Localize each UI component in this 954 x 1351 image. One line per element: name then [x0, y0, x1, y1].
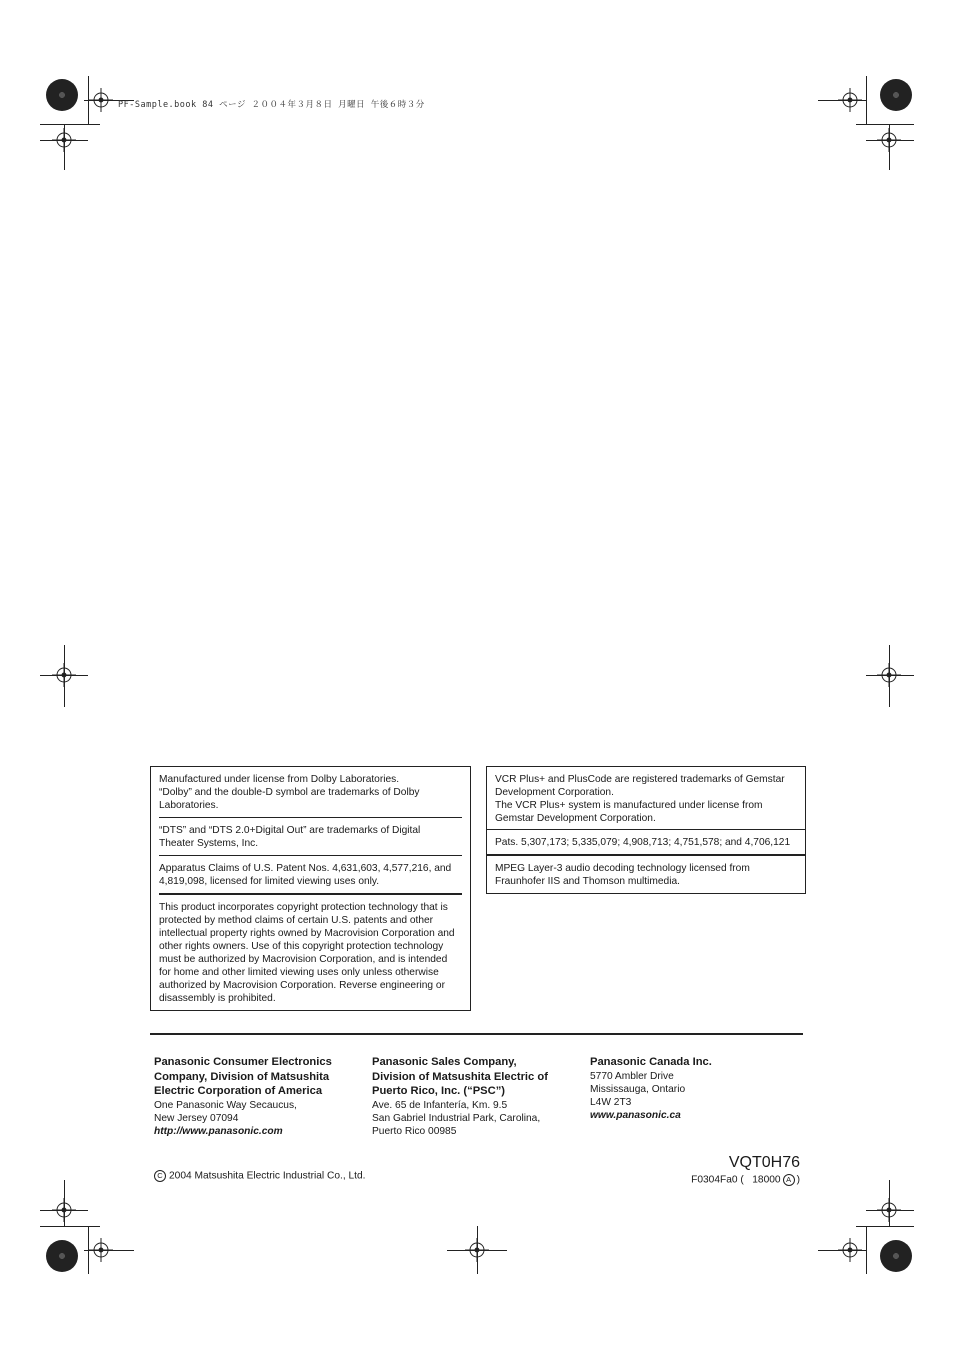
copyright-icon: C	[154, 1170, 166, 1182]
crop-line	[866, 1226, 867, 1274]
registration-rosette-icon	[880, 1240, 912, 1272]
registration-target-icon	[835, 1235, 865, 1265]
crop-line	[40, 1226, 100, 1227]
company-address: New Jersey 07094	[154, 1112, 239, 1124]
mpeg-line: Fraunhofer IIS and Thomson multimedia.	[495, 876, 680, 887]
registration-target-icon	[874, 1195, 904, 1225]
vcr-plus-line: Development Corporation.	[495, 787, 614, 798]
macrovision-line: for home and other limited viewing uses only unless otherwise	[159, 967, 439, 978]
registration-rosette-icon	[46, 79, 78, 111]
macrovision-line: must be authorized by Macrovision Corporation, and is intended	[159, 954, 448, 965]
print-code-suffix: )	[796, 1174, 800, 1186]
registration-target-icon	[49, 1195, 79, 1225]
circled-a-icon: A	[783, 1174, 795, 1186]
company-name: Puerto Rico, Inc. (“PSC”)	[372, 1085, 506, 1097]
macrovision-notice	[159, 893, 462, 1010]
registration-target-icon	[874, 125, 904, 155]
dts-line: Theater Systems, Inc.	[159, 838, 259, 849]
dolby-line: Laboratories.	[159, 800, 219, 811]
vcr-plus-line: VCR Plus+ and PlusCode are registered trademarks of Gemstar	[495, 774, 785, 785]
company-usa	[154, 1055, 354, 1138]
company-address: One Panasonic Way Secaucus,	[154, 1099, 297, 1111]
company-name: Panasonic Sales Company,	[372, 1056, 517, 1068]
vcr-plus-line: Gemstar Development Corporation.	[495, 813, 656, 824]
macrovision-line: This product incorporates copyright protection technology that is	[159, 902, 448, 913]
registration-target-icon	[49, 125, 79, 155]
registration-target-icon	[86, 85, 116, 115]
company-address: 5770 Ambler Drive	[590, 1070, 674, 1082]
licensing-box-left	[150, 766, 471, 1011]
registration-target-icon	[462, 1235, 492, 1265]
crop-line	[866, 76, 867, 124]
registration-rosette-icon	[880, 79, 912, 111]
company-address: L4W 2T3	[590, 1096, 632, 1108]
company-address: Mississauga, Ontario	[590, 1083, 686, 1095]
apparatus-line: Apparatus Claims of U.S. Patent Nos. 4,631,603, 4,577,216, and	[159, 863, 452, 874]
patents-box	[486, 829, 806, 855]
apparatus-line: 4,819,098, licensed for limited viewing uses only.	[159, 876, 380, 887]
company-address: San Gabriel Industrial Park, Carolina,	[372, 1112, 541, 1124]
company-website-link[interactable]: http://www.panasonic.com	[154, 1125, 283, 1137]
registration-target-icon	[86, 1235, 116, 1265]
dts-line: “DTS” and “DTS 2.0+Digital Out” are trademarks of Digital	[159, 825, 421, 836]
mpeg-line: MPEG Layer-3 audio decoding technology licensed from	[495, 863, 750, 874]
company-name: Panasonic Canada Inc.	[590, 1056, 712, 1068]
print-code-text: F0304Fa0 ( 18000	[691, 1174, 781, 1186]
crop-line	[856, 1226, 914, 1227]
apparatus-notice	[159, 855, 462, 893]
dts-notice	[159, 817, 462, 855]
macrovision-line: other rights owners. Use of this copyright protection technology	[159, 941, 444, 952]
copyright-text: 2004 Matsushita Electric Industrial Co., Ltd.	[169, 1170, 366, 1182]
macrovision-line: authorized by Macrovision Corporation. Reverse engineering or	[159, 980, 445, 991]
company-name: Division of Matsushita Electric of	[372, 1070, 548, 1083]
registration-target-icon	[49, 660, 79, 690]
print-code	[691, 1174, 800, 1186]
company-name: Company, Division of Matsushita	[154, 1070, 330, 1083]
macrovision-line: intellectual property rights owned by Macrovision Corporation and	[159, 928, 455, 939]
macrovision-line: protected by method claims of certain U.S. patents and other	[159, 915, 434, 926]
patents-line: Pats. 5,307,173; 5,335,079; 4,908,713; 4,751,578; and 4,706,121	[495, 837, 791, 848]
dolby-line: “Dolby” and the double-D symbol are trademarks of Dolby	[159, 787, 420, 798]
company-canada	[590, 1055, 790, 1122]
registration-target-icon	[835, 85, 865, 115]
registration-target-icon	[874, 660, 904, 690]
dolby-notice	[151, 767, 470, 817]
company-name: Panasonic Consumer Electronics	[154, 1056, 332, 1068]
vcr-plus-line: The VCR Plus+ system is manufactured under license from	[495, 800, 763, 811]
mpeg-box	[486, 855, 806, 894]
company-website-link[interactable]: www.panasonic.ca	[590, 1109, 681, 1121]
section-divider	[150, 1033, 803, 1035]
copyright-notice	[154, 1170, 366, 1182]
registration-rosette-icon	[46, 1240, 78, 1272]
print-info-header: PF-Sample.book 84 ページ ２００４年３月８日 月曜日 午後６時３分	[118, 100, 425, 110]
company-address: Puerto Rico 00985	[372, 1125, 457, 1137]
dolby-line: Manufactured under license from Dolby Laboratories.	[159, 774, 400, 785]
vcr-plus-box	[486, 766, 806, 831]
model-number: VQT0H76	[728, 1154, 800, 1171]
macrovision-line: disassembly is prohibited.	[159, 993, 276, 1004]
company-puerto-rico	[372, 1055, 572, 1138]
company-address: Ave. 65 de Infantería, Km. 9.5	[372, 1099, 508, 1111]
company-name: Electric Corporation of America	[154, 1085, 323, 1097]
